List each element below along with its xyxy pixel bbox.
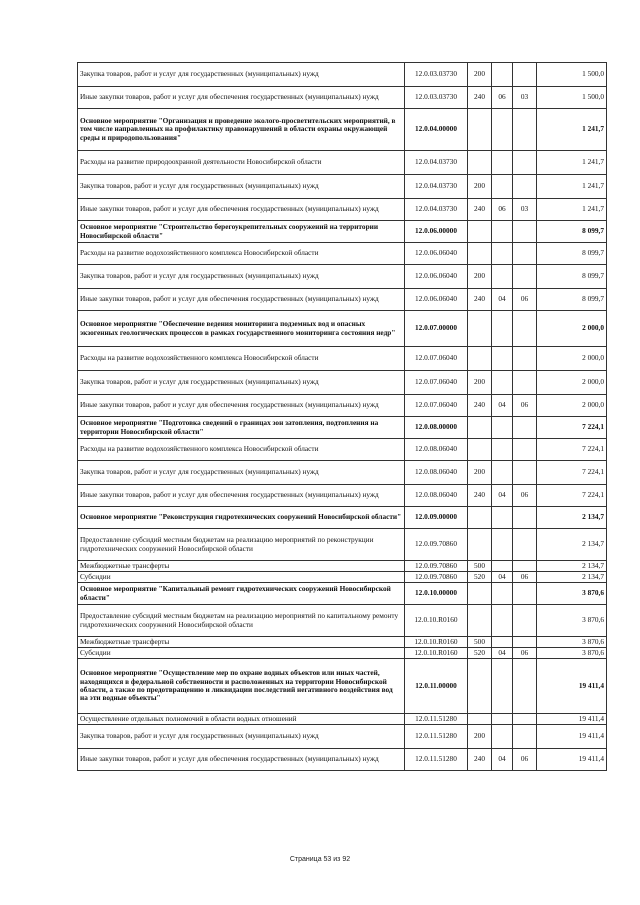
cell-sum: 3 870,6 xyxy=(537,583,607,605)
cell-pr xyxy=(513,725,537,749)
cell-rz: 04 xyxy=(492,749,513,771)
cell-rz: 04 xyxy=(492,572,513,583)
cell-code: 12.0.07.00000 xyxy=(405,311,468,347)
cell-pr: 06 xyxy=(513,289,537,311)
cell-rz: 04 xyxy=(492,289,513,311)
table-row xyxy=(78,243,607,265)
cell-name: Иные закупки товаров, работ и услуг для обеспечения государственных (муниципальных) нужд xyxy=(78,485,405,507)
table-row xyxy=(78,311,607,347)
cell-vr xyxy=(468,583,492,605)
table-row xyxy=(78,725,607,749)
cell-vr: 200 xyxy=(468,265,492,289)
cell-code: 12.0.04.03730 xyxy=(405,151,468,175)
cell-sum: 3 870,6 xyxy=(537,637,607,648)
cell-sum: 7 224,1 xyxy=(537,461,607,485)
cell-rz: 04 xyxy=(492,648,513,659)
table-row xyxy=(78,461,607,485)
table-row xyxy=(78,648,607,659)
table-row xyxy=(78,439,607,461)
cell-sum: 3 870,6 xyxy=(537,648,607,659)
table-row xyxy=(78,507,607,529)
cell-name: Предоставление субсидий местным бюджетам на реализацию мероприятий по реконструкции гидротехнических сооружений Новосибирской области xyxy=(78,529,405,561)
cell-rz xyxy=(492,63,513,87)
cell-sum: 7 224,1 xyxy=(537,485,607,507)
cell-vr: 200 xyxy=(468,461,492,485)
table-row xyxy=(78,714,607,725)
cell-name: Закупка товаров, работ и услуг для государственных (муниципальных) нужд xyxy=(78,725,405,749)
table-row xyxy=(78,371,607,395)
cell-code: 12.0.03.03730 xyxy=(405,63,468,87)
cell-code: 12.0.10.R0160 xyxy=(405,648,468,659)
cell-rz xyxy=(492,109,513,151)
cell-rz xyxy=(492,605,513,637)
cell-code: 12.0.11.51280 xyxy=(405,714,468,725)
table-row xyxy=(78,572,607,583)
cell-rz xyxy=(492,439,513,461)
cell-code: 12.0.10.R0160 xyxy=(405,637,468,648)
cell-pr xyxy=(513,371,537,395)
table-row xyxy=(78,529,607,561)
cell-sum: 19 411,4 xyxy=(537,714,607,725)
cell-rz xyxy=(492,529,513,561)
cell-code: 12.0.07.06040 xyxy=(405,371,468,395)
table-row xyxy=(78,199,607,221)
cell-vr: 200 xyxy=(468,175,492,199)
budget-table-body xyxy=(78,63,607,771)
cell-code: 12.0.08.00000 xyxy=(405,417,468,439)
cell-code: 12.0.09.00000 xyxy=(405,507,468,529)
cell-pr xyxy=(513,529,537,561)
cell-vr: 240 xyxy=(468,485,492,507)
cell-code: 12.0.08.06040 xyxy=(405,485,468,507)
cell-name: Основное мероприятие "Подготовка сведений о границах зон затопления, подтопления на территории Новосибирской области" xyxy=(78,417,405,439)
cell-name: Основное мероприятие "Реконструкция гидротехнических сооружений Новосибирской области" xyxy=(78,507,405,529)
cell-pr: 03 xyxy=(513,199,537,221)
cell-rz xyxy=(492,417,513,439)
cell-sum: 1 500,0 xyxy=(537,63,607,87)
cell-pr xyxy=(513,151,537,175)
table-row xyxy=(78,175,607,199)
table-row xyxy=(78,417,607,439)
cell-rz xyxy=(492,637,513,648)
cell-vr: 240 xyxy=(468,289,492,311)
cell-sum: 2 134,7 xyxy=(537,572,607,583)
table-row xyxy=(78,485,607,507)
cell-pr xyxy=(513,659,537,714)
cell-pr: 06 xyxy=(513,572,537,583)
cell-name: Основное мероприятие "Обеспечение ведения мониторинга подземных вод и опасных экзогенных геологических процессов в рамках государственного мониторинга состояния недр" xyxy=(78,311,405,347)
table-row xyxy=(78,265,607,289)
table-row xyxy=(78,637,607,648)
cell-pr xyxy=(513,109,537,151)
cell-code: 12.0.11.51280 xyxy=(405,749,468,771)
cell-name: Расходы на развитие водохозяйственного комплекса Новосибирской области xyxy=(78,243,405,265)
cell-name: Расходы на развитие природоохранной деятельности Новосибирской области xyxy=(78,151,405,175)
cell-pr xyxy=(513,417,537,439)
cell-rz: 04 xyxy=(492,485,513,507)
cell-vr xyxy=(468,417,492,439)
cell-vr: 200 xyxy=(468,371,492,395)
cell-sum: 3 870,6 xyxy=(537,605,607,637)
cell-vr: 500 xyxy=(468,561,492,572)
table-row xyxy=(78,605,607,637)
cell-name: Иные закупки товаров, работ и услуг для обеспечения государственных (муниципальных) нужд xyxy=(78,87,405,109)
cell-pr xyxy=(513,714,537,725)
cell-sum: 2 134,7 xyxy=(537,561,607,572)
cell-name: Основное мероприятие "Строительство берегоукрепительных сооружений на территории Новосибирской области" xyxy=(78,221,405,243)
cell-name: Субсидии xyxy=(78,572,405,583)
cell-pr xyxy=(513,265,537,289)
cell-pr xyxy=(513,583,537,605)
table-row xyxy=(78,561,607,572)
cell-rz xyxy=(492,221,513,243)
cell-code: 12.0.07.06040 xyxy=(405,395,468,417)
cell-vr xyxy=(468,507,492,529)
cell-name: Иные закупки товаров, работ и услуг для обеспечения государственных (муниципальных) нужд xyxy=(78,199,405,221)
cell-rz: 04 xyxy=(492,395,513,417)
cell-vr xyxy=(468,347,492,371)
cell-sum: 2 000,0 xyxy=(537,395,607,417)
cell-vr: 200 xyxy=(468,63,492,87)
cell-pr xyxy=(513,221,537,243)
cell-name: Основное мероприятие "Организация и проведение эколого-просветительских мероприятий, в том числе направленных на профилактику правонарушений в области охраны окружающей среды и природопользования" xyxy=(78,109,405,151)
cell-sum: 7 224,1 xyxy=(537,439,607,461)
cell-name: Закупка товаров, работ и услуг для государственных (муниципальных) нужд xyxy=(78,265,405,289)
cell-vr xyxy=(468,151,492,175)
cell-name: Предоставление субсидий местным бюджетам на реализацию мероприятий по капитальному ремонту гидротехнических сооружений Новосибирской области xyxy=(78,605,405,637)
cell-vr: 520 xyxy=(468,648,492,659)
cell-vr xyxy=(468,109,492,151)
table-row xyxy=(78,221,607,243)
cell-name: Основное мероприятие "Капитальный ремонт гидротехнических сооружений Новосибирской области" xyxy=(78,583,405,605)
cell-name: Межбюджетные трансферты xyxy=(78,561,405,572)
cell-rz xyxy=(492,659,513,714)
cell-rz xyxy=(492,583,513,605)
cell-pr: 06 xyxy=(513,485,537,507)
cell-vr xyxy=(468,311,492,347)
cell-code: 12.0.10.R0160 xyxy=(405,605,468,637)
cell-name: Иные закупки товаров, работ и услуг для обеспечения государственных (муниципальных) нужд xyxy=(78,749,405,771)
cell-name: Закупка товаров, работ и услуг для государственных (муниципальных) нужд xyxy=(78,461,405,485)
cell-name: Межбюджетные трансферты xyxy=(78,637,405,648)
cell-pr: 06 xyxy=(513,648,537,659)
cell-vr: 240 xyxy=(468,395,492,417)
cell-rz xyxy=(492,243,513,265)
cell-sum: 1 500,0 xyxy=(537,87,607,109)
cell-code: 12.0.08.06040 xyxy=(405,461,468,485)
cell-vr xyxy=(468,714,492,725)
cell-rz xyxy=(492,347,513,371)
cell-pr: 03 xyxy=(513,87,537,109)
cell-vr: 200 xyxy=(468,725,492,749)
cell-pr xyxy=(513,461,537,485)
cell-vr xyxy=(468,659,492,714)
cell-vr xyxy=(468,221,492,243)
cell-vr xyxy=(468,439,492,461)
cell-name: Расходы на развитие водохозяйственного комплекса Новосибирской области xyxy=(78,347,405,371)
cell-rz: 06 xyxy=(492,87,513,109)
cell-name: Иные закупки товаров, работ и услуг для обеспечения государственных (муниципальных) нужд xyxy=(78,289,405,311)
budget-table xyxy=(77,62,607,771)
cell-vr: 500 xyxy=(468,637,492,648)
cell-pr xyxy=(513,637,537,648)
cell-name: Субсидии xyxy=(78,648,405,659)
cell-sum: 8 099,7 xyxy=(537,221,607,243)
cell-vr xyxy=(468,243,492,265)
cell-code: 12.0.03.03730 xyxy=(405,87,468,109)
table-row xyxy=(78,87,607,109)
table-row xyxy=(78,749,607,771)
cell-pr: 06 xyxy=(513,395,537,417)
cell-vr: 240 xyxy=(468,749,492,771)
cell-sum: 2 000,0 xyxy=(537,311,607,347)
cell-name: Закупка товаров, работ и услуг для государственных (муниципальных) нужд xyxy=(78,371,405,395)
table-row xyxy=(78,395,607,417)
cell-pr xyxy=(513,347,537,371)
cell-rz: 06 xyxy=(492,199,513,221)
cell-vr xyxy=(468,529,492,561)
cell-rz xyxy=(492,507,513,529)
cell-code: 12.0.09.70860 xyxy=(405,561,468,572)
cell-sum: 1 241,7 xyxy=(537,175,607,199)
cell-code: 12.0.10.00000 xyxy=(405,583,468,605)
cell-pr xyxy=(513,439,537,461)
cell-rz xyxy=(492,371,513,395)
table-row xyxy=(78,63,607,87)
cell-code: 12.0.11.51280 xyxy=(405,725,468,749)
cell-pr xyxy=(513,605,537,637)
cell-code: 12.0.06.06040 xyxy=(405,265,468,289)
cell-name: Осуществление отдельных полномочий в области водных отношений xyxy=(78,714,405,725)
cell-sum: 1 241,7 xyxy=(537,199,607,221)
table-row xyxy=(78,109,607,151)
cell-sum: 1 241,7 xyxy=(537,151,607,175)
cell-rz xyxy=(492,725,513,749)
cell-sum: 8 099,7 xyxy=(537,289,607,311)
cell-code: 12.0.06.06040 xyxy=(405,289,468,311)
cell-name: Закупка товаров, работ и услуг для государственных (муниципальных) нужд xyxy=(78,175,405,199)
cell-name: Основное мероприятие "Осуществление мер по охране водных объектов или иных частей, находящихся в федеральной собственности и расположенных на территории Новосибирской области, а также по предотвращению и ликвидации последствий негативного воздействия вод на эти водные объекты" xyxy=(78,659,405,714)
cell-vr: 240 xyxy=(468,87,492,109)
cell-pr xyxy=(513,507,537,529)
cell-pr: 06 xyxy=(513,749,537,771)
cell-code: 12.0.04.03730 xyxy=(405,199,468,221)
cell-rz xyxy=(492,265,513,289)
cell-rz xyxy=(492,311,513,347)
cell-pr xyxy=(513,63,537,87)
cell-code: 12.0.04.00000 xyxy=(405,109,468,151)
cell-code: 12.0.06.00000 xyxy=(405,221,468,243)
cell-code: 12.0.11.00000 xyxy=(405,659,468,714)
cell-vr xyxy=(468,605,492,637)
cell-sum: 1 241,7 xyxy=(537,109,607,151)
cell-rz xyxy=(492,461,513,485)
cell-vr: 240 xyxy=(468,199,492,221)
cell-sum: 19 411,4 xyxy=(537,749,607,771)
cell-code: 12.0.09.70860 xyxy=(405,572,468,583)
cell-name: Иные закупки товаров, работ и услуг для обеспечения государственных (муниципальных) нужд xyxy=(78,395,405,417)
page-footer: Страница 53 из 92 xyxy=(289,856,351,863)
cell-pr xyxy=(513,311,537,347)
cell-rz xyxy=(492,151,513,175)
table-row xyxy=(78,659,607,714)
cell-sum: 7 224,1 xyxy=(537,417,607,439)
cell-vr: 520 xyxy=(468,572,492,583)
cell-code: 12.0.06.06040 xyxy=(405,243,468,265)
cell-sum: 19 411,4 xyxy=(537,725,607,749)
cell-pr xyxy=(513,561,537,572)
table-row xyxy=(78,583,607,605)
cell-code: 12.0.09.70860 xyxy=(405,529,468,561)
table-row xyxy=(78,347,607,371)
cell-sum: 2 134,7 xyxy=(537,529,607,561)
table-row xyxy=(78,289,607,311)
cell-sum: 19 411,4 xyxy=(537,659,607,714)
cell-rz xyxy=(492,714,513,725)
cell-code: 12.0.08.06040 xyxy=(405,439,468,461)
cell-code: 12.0.07.06040 xyxy=(405,347,468,371)
cell-name: Закупка товаров, работ и услуг для государственных (муниципальных) нужд xyxy=(78,63,405,87)
cell-code: 12.0.04.03730 xyxy=(405,175,468,199)
cell-sum: 2 000,0 xyxy=(537,371,607,395)
cell-pr xyxy=(513,243,537,265)
cell-sum: 8 099,7 xyxy=(537,243,607,265)
table-row xyxy=(78,151,607,175)
cell-sum: 2 134,7 xyxy=(537,507,607,529)
cell-rz xyxy=(492,561,513,572)
cell-sum: 8 099,7 xyxy=(537,265,607,289)
cell-rz xyxy=(492,175,513,199)
cell-sum: 2 000,0 xyxy=(537,347,607,371)
cell-name: Расходы на развитие водохозяйственного комплекса Новосибирской области xyxy=(78,439,405,461)
cell-pr xyxy=(513,175,537,199)
